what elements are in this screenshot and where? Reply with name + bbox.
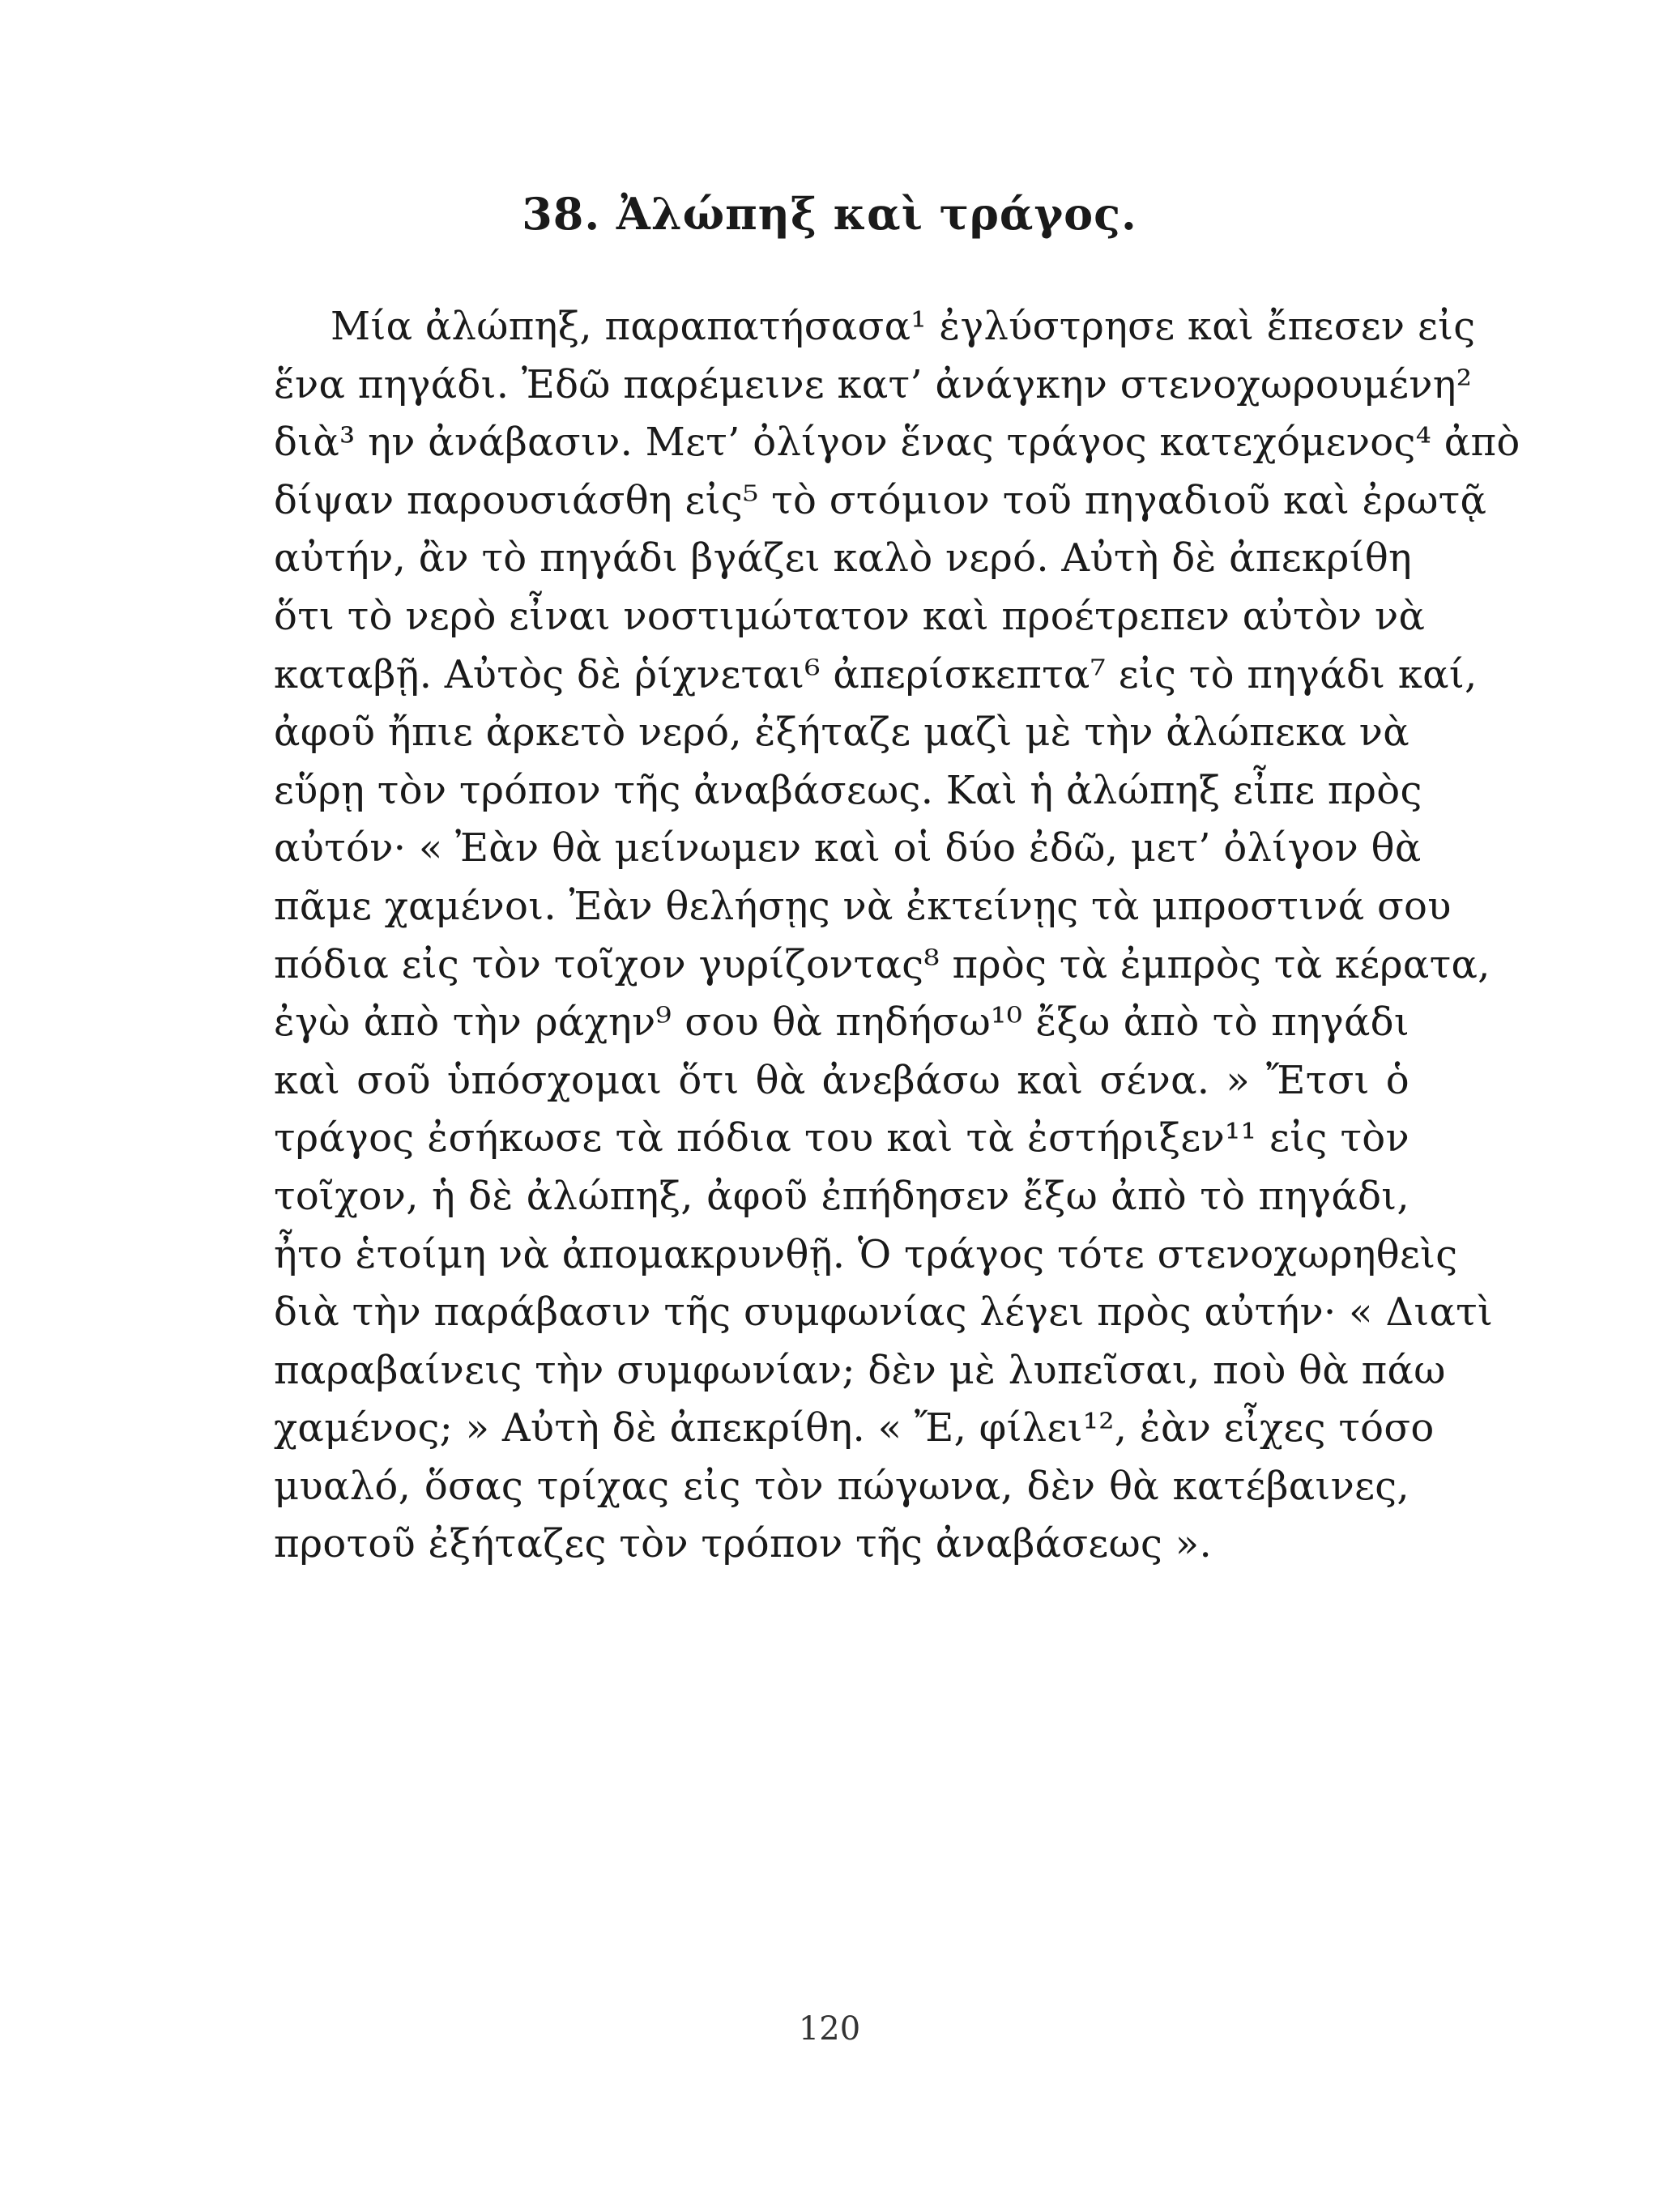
text-line: αὐτόν· « Ἐὰν θὰ μείνωμεν καὶ οἱ δύο ἐδῶ, μετ’ ὀλίγον θὰ [274, 825, 1422, 872]
text-line: προτοῦ ἐξήταζες τὸν τρόπον τῆς ἀναβάσεως ». [274, 1521, 1213, 1567]
text-line: χαμένος; » Αὐτὴ δὲ ἀπεκρίθη. « Ἔ, φίλει¹², ἐὰν εἶχες τόσο [274, 1405, 1435, 1451]
text-line: ὅτι τὸ νερὸ εἶναι νοστιμώτατον καὶ προέτρεπεν αὐτὸν νὰ [274, 593, 1426, 639]
text-line: Μία ἀλώπηξ, παραπατήσασα¹ ἐγλύστρησε καὶ ἔπεσεν εἰς [331, 304, 1476, 349]
text-line: τοῖχον, ἡ δὲ ἀλώπηξ, ἀφοῦ ἐπήδησεν ἔξω ἀπὸ τὸ πηγάδι, [274, 1173, 1410, 1219]
text-line: ἦτο ἑτοίμη νὰ ἀπομακρυνθῇ. Ὁ τράγος τότε στενοχωρηθεὶς [274, 1231, 1458, 1277]
text-line: δίψαν παρουσιάσθη εἰς⁵ τὸ στόμιον τοῦ πηγαδιοῦ καὶ ἐρωτᾷ [274, 477, 1487, 523]
text-line: μυαλό, ὅσας τρίχας εἰς τὸν πώγωνα, δὲν θὰ κατέβαινες, [274, 1463, 1410, 1509]
story-text [274, 298, 1520, 1574]
text-line: πόδια εἰς τὸν τοῖχον γυρίζοντας⁸ πρὸς τὰ ἐμπρὸς τὰ κέρατα, [274, 941, 1491, 987]
text-line: εὕρῃ τὸν τρόπον τῆς ἀναβάσεως. Καὶ ἡ ἀλώπηξ εἶπε πρὸς [274, 767, 1422, 813]
text-line: καὶ σοῦ ὑπόσχομαι ὅτι θὰ ἀνεβάσω καὶ σένα. » Ἔτσι ὁ [274, 1057, 1410, 1103]
text-line: διὰ³ ην ἀνάβασιν. Μετ’ ὀλίγον ἕνας τράγος κατεχόμενος⁴ ἀπὸ [274, 420, 1520, 466]
page-number: 120 [798, 2010, 861, 2048]
page-title: 38. Ἀλώπηξ καὶ τράγος. [522, 188, 1137, 240]
text-line: διὰ τὴν παράβασιν τῆς συμφωνίας λέγει πρὸς αὐτήν· « Διατὶ [274, 1289, 1494, 1336]
text-line: αὐτήν, ἂν τὸ πηγάδι βγάζει καλὸ νερό. Αὐτὴ δὲ ἀπεκρίθη [274, 535, 1413, 582]
text-line: πᾶμε χαμένοι. Ἐὰν θελήσῃς νὰ ἐκτείνῃς τὰ μπροστινά σου [274, 883, 1452, 929]
text-line: ἀφοῦ ἤπιε ἀρκετὸ νερό, ἐξήταζε μαζὶ μὲ τὴν ἀλώπεκα νὰ [274, 710, 1410, 756]
text-line: καταβῇ. Αὐτὸς δὲ ῥίχνεται⁶ ἀπερίσκεπτα⁷ εἰς τὸ πηγάδι καί, [274, 651, 1478, 697]
text-line: ἕνα πηγάδι. Ἐδῶ παρέμεινε κατ’ ἀνάγκην στενοχωρουμένη² [274, 361, 1473, 407]
text-line: τράγος ἐσήκωσε τὰ πόδια του καὶ τὰ ἐστήριξεν¹¹ εἰς τὸν [274, 1115, 1410, 1161]
text-line: παραβαίνεις τὴν συμφωνίαν; δὲν μὲ λυπεῖσαι, ποὺ θὰ πάω [274, 1347, 1446, 1393]
text-line: ἐγὼ ἀπὸ τὴν ράχην⁹ σου θὰ πηδήσω¹⁰ ἔξω ἀπὸ τὸ πηγάδι [274, 999, 1410, 1046]
